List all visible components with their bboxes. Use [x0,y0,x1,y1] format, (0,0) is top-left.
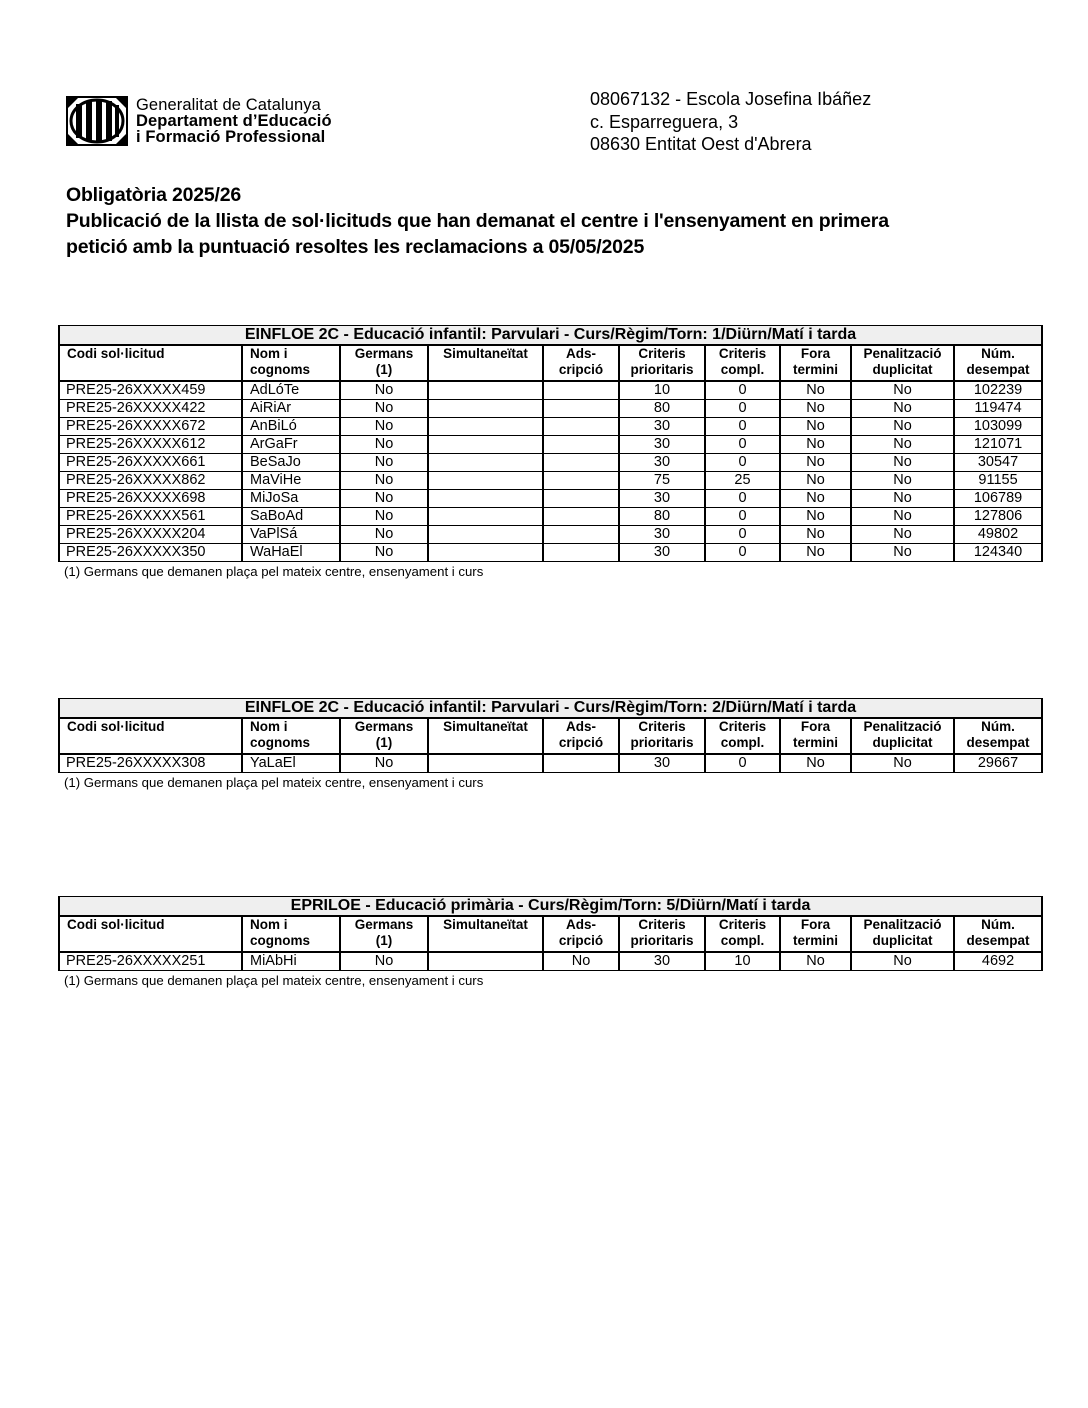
cell-penalitzacio: No [851,952,954,971]
col-criteris-prioritaris: Criteris prioritaris [619,345,705,381]
table-row [59,472,1042,490]
section-band: EINFLOE 2C - Educació infantil: Parvulari - Curs/Règim/Torn: 2/Diürn/Matí i tarda [59,699,1042,719]
cell-simultaneitat [428,754,543,773]
cell-criteris-complementaris: 0 [705,490,780,508]
table-row [59,436,1042,454]
col-codi: Codi sol·licitud [59,345,242,381]
cell-fora-termini: No [780,400,851,418]
col-nom: Nom i cognoms [242,916,340,952]
cell-germans: No [340,544,428,562]
cell-desempat: 30547 [954,454,1042,472]
col-penalitzacio: Penalització duplicitat [851,916,954,952]
table-row [59,454,1042,472]
cell-desempat: 91155 [954,472,1042,490]
cell-codi: PRE25-26XXXXX308 [59,754,242,773]
cell-adscripcio [543,490,619,508]
title-description-2: petició amb la puntuació resoltes les reclamacions a 05/05/2025 [66,236,645,258]
section-einfloe-curs-1 [58,325,1043,579]
cell-fora-termini: No [780,544,851,562]
col-criteris-prioritaris: Criteris prioritaris [619,916,705,952]
cell-germans: No [340,454,428,472]
cell-fora-termini: No [780,418,851,436]
footnote: (1) Germans que demanen plaça pel mateix centre, ensenyament i curs [64,973,484,988]
table-row [59,952,1042,971]
cell-desempat: 29667 [954,754,1042,773]
cell-adscripcio [543,754,619,773]
cell-codi: PRE25-26XXXXX661 [59,454,242,472]
generalitat-logo [66,96,411,146]
cell-codi: PRE25-26XXXXX350 [59,544,242,562]
cell-simultaneitat [428,490,543,508]
table-row [59,490,1042,508]
cell-criteris-complementaris: 25 [705,472,780,490]
col-germans: Germans (1) [340,916,428,952]
cell-penalitzacio: No [851,472,954,490]
cell-germans: No [340,508,428,526]
col-criteris-prioritaris: Criteris prioritaris [619,718,705,754]
col-criteris-complementaris: Criteris compl. [705,916,780,952]
cell-simultaneitat [428,418,543,436]
cell-criteris-prioritaris: 75 [619,472,705,490]
col-codi: Codi sol·licitud [59,718,242,754]
cell-codi: PRE25-26XXXXX204 [59,526,242,544]
col-simultaneitat: Simultaneïtat [428,345,543,381]
cell-desempat: 124340 [954,544,1042,562]
cell-nom: ArGaFr [242,436,340,454]
col-criteris-complementaris: Criteris compl. [705,345,780,381]
col-simultaneitat: Simultaneïtat [428,916,543,952]
section-epriloe-curs-5 [58,896,1043,988]
cell-criteris-complementaris: 0 [705,418,780,436]
document-title [66,182,1056,260]
cell-fora-termini: No [780,436,851,454]
cell-criteris-complementaris: 0 [705,400,780,418]
cell-simultaneitat [428,400,543,418]
cell-criteris-prioritaris: 30 [619,454,705,472]
cell-nom: MiAbHi [242,952,340,971]
school-name: 08067132 - Escola Josefina Ibáñez [590,89,872,109]
cell-fora-termini: No [780,454,851,472]
cell-desempat: 103099 [954,418,1042,436]
column-header-row [59,916,1042,952]
col-desempat: Núm. desempat [954,345,1042,381]
cell-codi: PRE25-26XXXXX672 [59,418,242,436]
cell-criteris-complementaris: 10 [705,952,780,971]
cell-penalitzacio: No [851,436,954,454]
cell-germans: No [340,400,428,418]
cell-criteris-prioritaris: 30 [619,544,705,562]
logo-line-formacio: i Formació Professional [136,128,326,146]
cell-germans: No [340,754,428,773]
cell-criteris-prioritaris: 30 [619,754,705,773]
cell-criteris-prioritaris: 80 [619,508,705,526]
cell-penalitzacio: No [851,508,954,526]
table-row [59,526,1042,544]
cell-nom: MaViHe [242,472,340,490]
col-adscripcio: Ads- cripció [543,345,619,381]
cell-codi: PRE25-26XXXXX862 [59,472,242,490]
col-simultaneitat: Simultaneïtat [428,718,543,754]
cell-simultaneitat [428,526,543,544]
cell-germans: No [340,436,428,454]
cell-penalitzacio: No [851,526,954,544]
cell-fora-termini: No [780,952,851,971]
footnote: (1) Germans que demanen plaça pel mateix centre, ensenyament i curs [64,775,484,790]
cell-simultaneitat [428,454,543,472]
school-city: 08630 Entitat Oest d'Abrera [590,134,812,154]
cell-germans: No [340,472,428,490]
cell-nom: BeSaJo [242,454,340,472]
col-germans: Germans (1) [340,718,428,754]
cell-penalitzacio: No [851,418,954,436]
cell-criteris-complementaris: 0 [705,754,780,773]
cell-penalitzacio: No [851,490,954,508]
cell-adscripcio [543,400,619,418]
cell-germans: No [340,952,428,971]
school-address: c. Esparreguera, 3 [590,111,739,132]
col-nom: Nom i cognoms [242,345,340,381]
cell-criteris-prioritaris: 30 [619,418,705,436]
logo-line-generalitat: Generalitat de Catalunya [136,96,321,114]
cell-fora-termini: No [780,472,851,490]
col-germans: Germans (1) [340,345,428,381]
cell-criteris-complementaris: 0 [705,544,780,562]
title-year: Obligatòria 2025/26 [66,184,242,206]
cell-adscripcio [543,454,619,472]
cell-fora-termini: No [780,490,851,508]
cell-codi: PRE25-26XXXXX251 [59,952,242,971]
col-codi: Codi sol·licitud [59,916,242,952]
cell-penalitzacio: No [851,454,954,472]
cell-nom: YaLaEl [242,754,340,773]
cell-germans: No [340,381,428,400]
cell-desempat: 119474 [954,400,1042,418]
col-criteris-complementaris: Criteris compl. [705,718,780,754]
cell-nom: WaHaEl [242,544,340,562]
col-nom: Nom i cognoms [242,718,340,754]
cell-codi: PRE25-26XXXXX459 [59,381,242,400]
cell-codi: PRE25-26XXXXX422 [59,400,242,418]
table-row [59,544,1042,562]
school-info [590,88,871,156]
cell-fora-termini: No [780,381,851,400]
cell-adscripcio [543,381,619,400]
cell-desempat: 121071 [954,436,1042,454]
catalan-shield-icon [66,96,128,146]
cell-criteris-prioritaris: 30 [619,526,705,544]
col-adscripcio: Ads- cripció [543,718,619,754]
table-row [59,508,1042,526]
table-row [59,418,1042,436]
cell-fora-termini: No [780,508,851,526]
cell-criteris-prioritaris: 10 [619,381,705,400]
section-band: EPRILOE - Educació primària - Curs/Règim/Torn: 5/Diürn/Matí i tarda [59,897,1042,917]
applications-table [58,896,1043,971]
table-row [59,381,1042,400]
cell-adscripcio [543,508,619,526]
cell-germans: No [340,526,428,544]
column-header-row [59,718,1042,754]
cell-codi: PRE25-26XXXXX612 [59,436,242,454]
cell-criteris-complementaris: 0 [705,381,780,400]
column-header-row [59,345,1042,381]
cell-penalitzacio: No [851,400,954,418]
col-fora-termini: Fora termini [780,718,851,754]
applications-table [58,698,1043,773]
cell-germans: No [340,490,428,508]
cell-adscripcio [543,436,619,454]
cell-penalitzacio: No [851,754,954,773]
cell-desempat: 102239 [954,381,1042,400]
cell-nom: MiJoSa [242,490,340,508]
cell-penalitzacio: No [851,544,954,562]
cell-simultaneitat [428,472,543,490]
cell-criteris-complementaris: 0 [705,508,780,526]
cell-criteris-prioritaris: 30 [619,436,705,454]
cell-simultaneitat [428,544,543,562]
cell-nom: AiRiAr [242,400,340,418]
cell-codi: PRE25-26XXXXX561 [59,508,242,526]
cell-desempat: 127806 [954,508,1042,526]
cell-adscripcio [543,544,619,562]
col-fora-termini: Fora termini [780,916,851,952]
cell-fora-termini: No [780,526,851,544]
cell-adscripcio [543,472,619,490]
col-desempat: Núm. desempat [954,718,1042,754]
cell-germans: No [340,418,428,436]
title-description-1: Publicació de la llista de sol·licituds que han demanat el centre i l'ensenyament en primera [66,210,889,232]
cell-desempat: 4692 [954,952,1042,971]
cell-simultaneitat [428,952,543,971]
cell-criteris-prioritaris: 30 [619,952,705,971]
cell-adscripcio: No [543,952,619,971]
cell-criteris-complementaris: 0 [705,454,780,472]
cell-simultaneitat [428,508,543,526]
col-fora-termini: Fora termini [780,345,851,381]
cell-criteris-prioritaris: 80 [619,400,705,418]
cell-criteris-complementaris: 0 [705,436,780,454]
cell-nom: AdLóTe [242,381,340,400]
col-penalitzacio: Penalització duplicitat [851,345,954,381]
cell-codi: PRE25-26XXXXX698 [59,490,242,508]
section-einfloe-curs-2 [58,698,1043,790]
cell-nom: SaBoAd [242,508,340,526]
cell-simultaneitat [428,381,543,400]
footnote: (1) Germans que demanen plaça pel mateix centre, ensenyament i curs [64,564,484,579]
cell-desempat: 106789 [954,490,1042,508]
table-row [59,754,1042,773]
cell-nom: AnBiLó [242,418,340,436]
cell-adscripcio [543,526,619,544]
cell-desempat: 49802 [954,526,1042,544]
cell-criteris-complementaris: 0 [705,526,780,544]
cell-adscripcio [543,418,619,436]
cell-fora-termini: No [780,754,851,773]
applications-table [58,325,1043,562]
col-desempat: Núm. desempat [954,916,1042,952]
cell-nom: VaPlSá [242,526,340,544]
section-band: EINFLOE 2C - Educació infantil: Parvulari - Curs/Règim/Torn: 1/Diürn/Matí i tarda [59,326,1042,346]
cell-simultaneitat [428,436,543,454]
cell-penalitzacio: No [851,381,954,400]
table-row [59,400,1042,418]
logo-line-department: Departament d’Educació [136,112,332,130]
col-penalitzacio: Penalització duplicitat [851,718,954,754]
cell-criteris-prioritaris: 30 [619,490,705,508]
col-adscripcio: Ads- cripció [543,916,619,952]
